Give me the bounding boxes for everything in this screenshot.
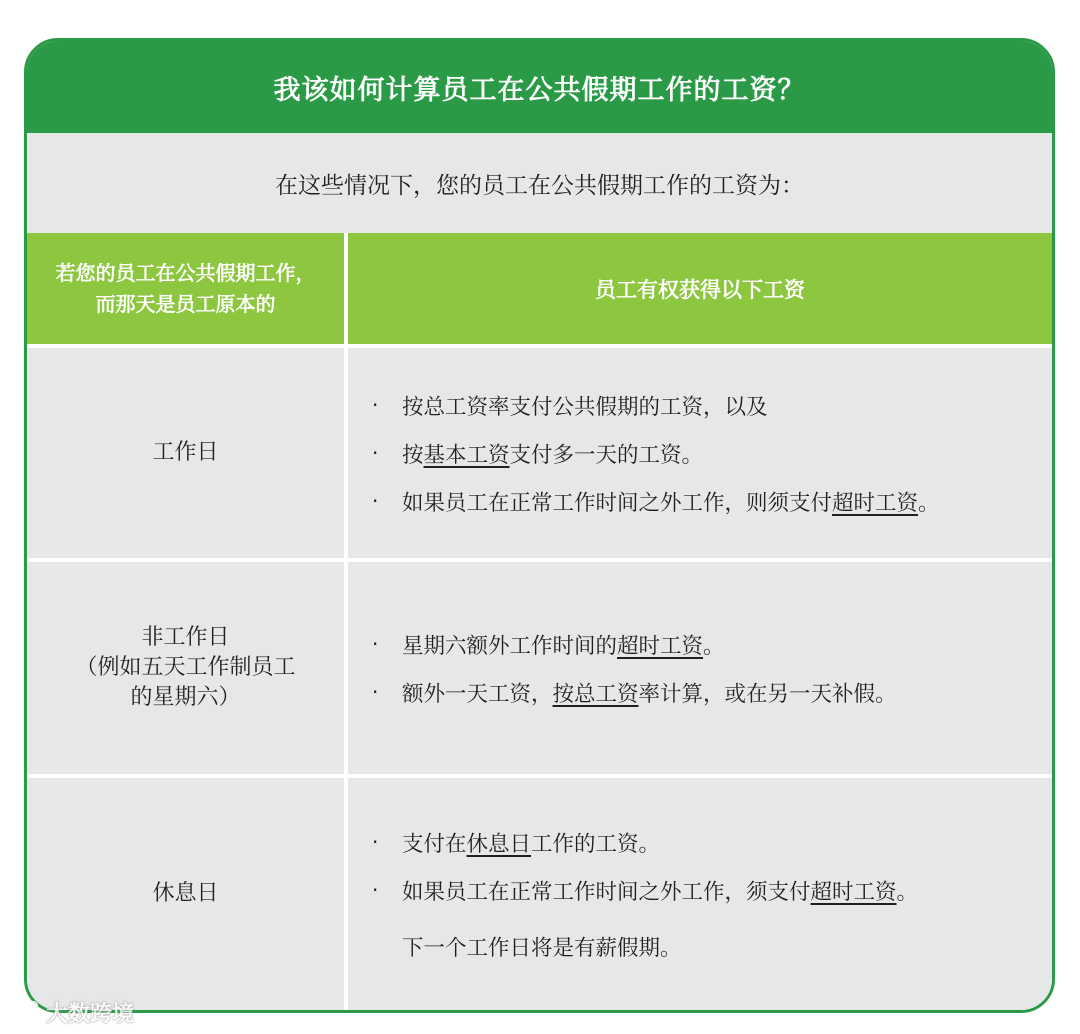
table-row <box>27 558 1052 774</box>
entitlement-item <box>372 381 1052 429</box>
bullet-icon: · <box>372 441 379 465</box>
watermark-logo-icon <box>6 996 42 1028</box>
header-condition-line1: 若您的员工在公共假期工作， <box>55 260 316 285</box>
entitlement-item <box>372 477 1052 525</box>
entitlement-item <box>372 818 1052 866</box>
day-type-line: 工作日 <box>152 440 219 465</box>
day-type-line: 的星期六） <box>130 685 241 710</box>
day-type-line: 非工作日 <box>141 625 230 650</box>
entitlement-note: 下一个工作日将是有薪假期。 <box>402 935 682 961</box>
watermark <box>6 996 134 1028</box>
watermark-text: 大数跨境 <box>46 1001 135 1027</box>
entitlement-item <box>372 429 1052 477</box>
bullet-icon: · <box>372 680 379 704</box>
item-text: 如果员工在正常工作时间之外工作，须支付 <box>402 879 811 905</box>
item-text: 。 <box>918 490 940 516</box>
item-text: 额外一天工资， <box>402 681 553 707</box>
intro-text: 在这些情况下，您的员工在公共假期工作的工资为： <box>27 133 1052 233</box>
linked-term[interactable]: 按总工资 <box>552 681 639 707</box>
day-type-cell <box>27 348 344 558</box>
table-row <box>27 774 1052 1010</box>
entitlement-item <box>372 866 1052 914</box>
bullet-icon: · <box>372 830 379 854</box>
day-type-cell <box>27 562 344 774</box>
day-type-cell <box>27 778 344 1010</box>
linked-term[interactable]: 超时工资 <box>810 879 897 905</box>
item-text: 支付在 <box>402 831 467 857</box>
item-text: 。 <box>703 633 725 659</box>
table-card <box>24 38 1055 1013</box>
header-entitlement: 员工有权获得以下工资 <box>348 233 1052 344</box>
table-row <box>27 344 1052 558</box>
item-text: 工作的工资。 <box>531 831 661 857</box>
bullet-icon: · <box>372 393 379 417</box>
bullet-icon: · <box>372 878 379 902</box>
day-type-line: （例如五天工作制员工 <box>75 655 296 680</box>
linked-term[interactable]: 超时工资 <box>617 633 704 659</box>
entitlement-cell <box>348 348 1052 558</box>
item-text: 支付多一天的工资。 <box>509 442 704 468</box>
header-condition <box>27 233 344 344</box>
linked-term[interactable]: 基本工资 <box>423 442 510 468</box>
entitlement-item <box>372 620 1052 668</box>
bullet-icon: · <box>372 632 379 656</box>
day-type-line: 休息日 <box>152 881 219 906</box>
linked-term[interactable]: 超时工资 <box>832 490 919 516</box>
item-text: 按总工资率支付公共假期的工资，以及 <box>402 394 768 420</box>
header-condition-line2: 而那天是员工原本的 <box>95 291 276 316</box>
bullet-icon: · <box>372 489 379 513</box>
linked-term[interactable]: 休息日 <box>466 831 532 857</box>
entitlement-cell <box>348 778 1052 1010</box>
header-row <box>27 233 1052 344</box>
item-text: 星期六额外工作时间的 <box>402 633 618 659</box>
item-text: 按 <box>402 442 424 468</box>
table-title: 我该如何计算员工在公共假期工作的工资？ <box>27 41 1052 133</box>
item-text: 如果员工在正常工作时间之外工作，则须支付 <box>402 490 833 516</box>
item-text: 率计算，或在另一天补假。 <box>638 681 897 707</box>
entitlement-cell <box>348 562 1052 774</box>
item-text: 。 <box>896 879 919 905</box>
entitlement-item <box>372 668 1052 716</box>
